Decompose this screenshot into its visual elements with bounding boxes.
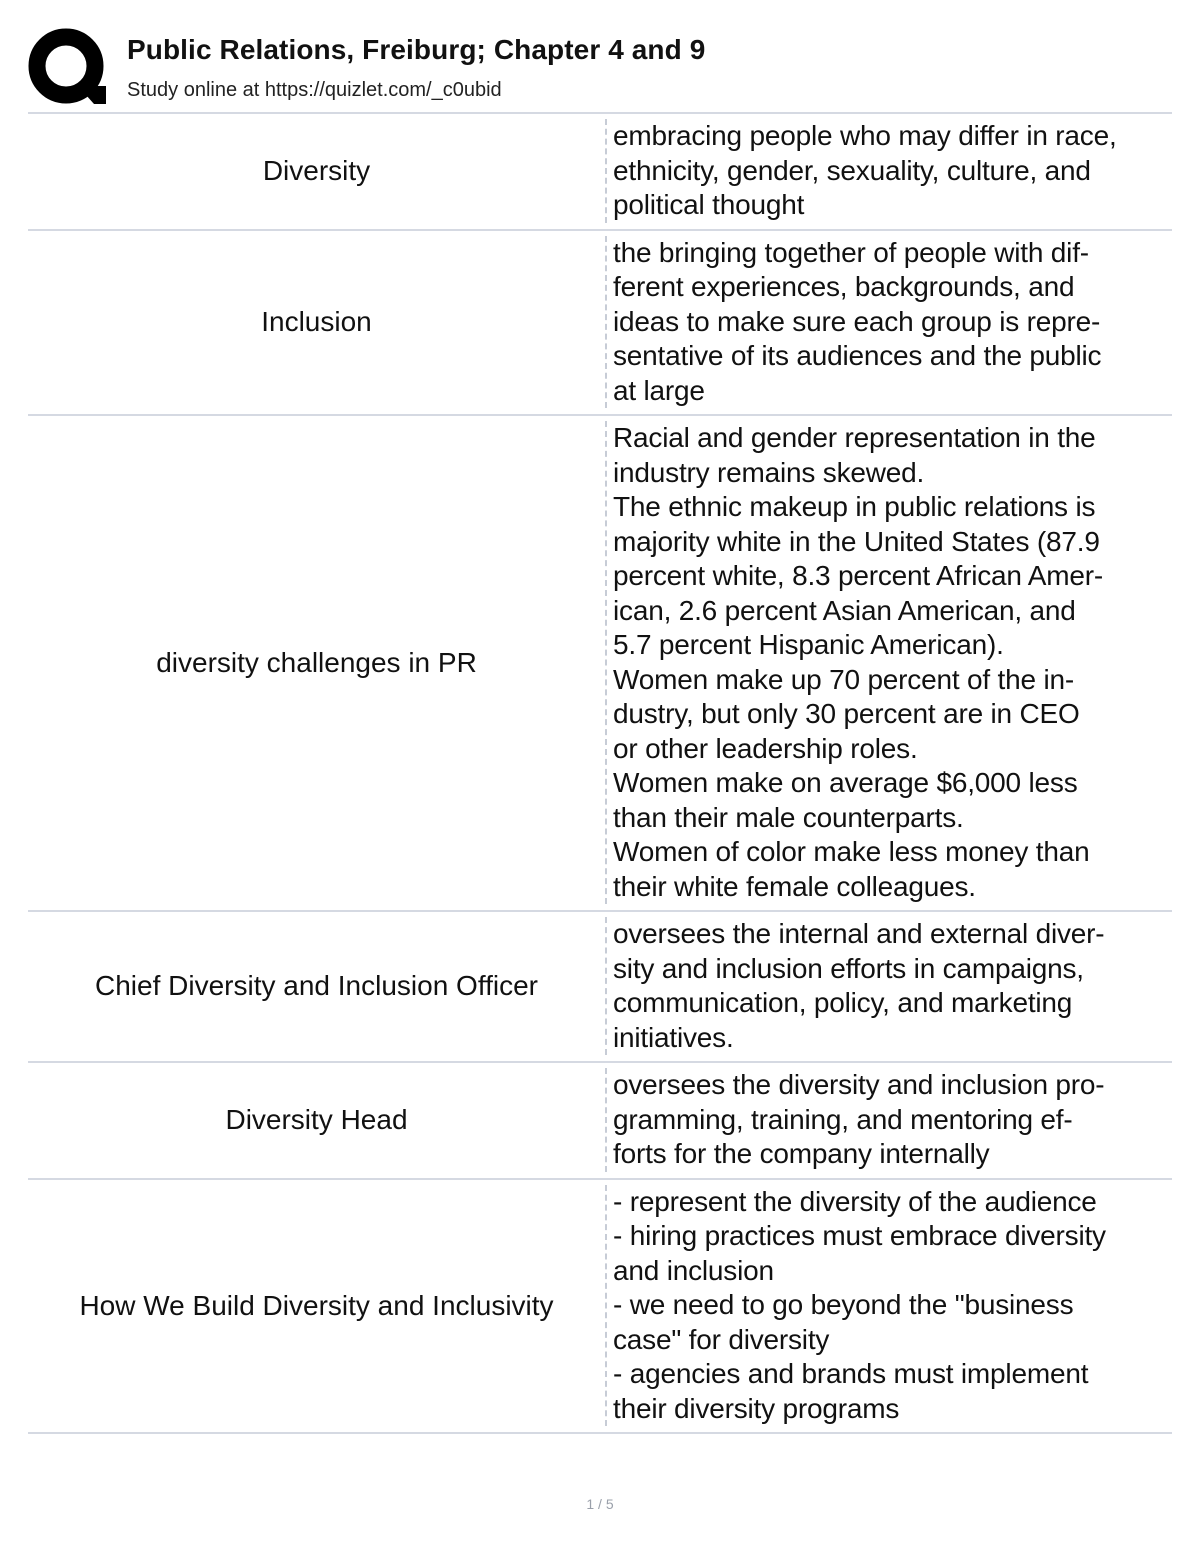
card-definition: - represent the diversity of the audience - hiring practices must embrace diversity and inclusion - we need to go beyond the "business case" for diversity - agencies and brands must implement their diversity programs bbox=[613, 1185, 1106, 1424]
flashcard-row bbox=[28, 114, 1172, 231]
column-divider bbox=[605, 236, 607, 409]
flashcard-row bbox=[28, 1063, 1172, 1180]
card-definition: oversees the internal and external diver- sity and inclusion efforts in campaigns, communication, policy, and marketing initiatives. bbox=[613, 918, 1105, 1053]
card-definition: embracing people who may differ in race, ethnicity, gender, sexuality, culture, and political thought bbox=[613, 120, 1117, 220]
flashcard-row bbox=[28, 912, 1172, 1063]
card-term: Inclusion bbox=[261, 306, 372, 337]
page-indicator: 1 / 5 bbox=[586, 1496, 614, 1512]
column-divider bbox=[605, 917, 607, 1055]
quizlet-q-logo-icon bbox=[28, 28, 108, 108]
flashcard-table bbox=[28, 114, 1172, 1434]
card-term: Diversity bbox=[262, 155, 371, 186]
column-divider bbox=[605, 1185, 607, 1427]
document-title: Public Relations, Freiburg; Chapter 4 and 9 bbox=[127, 34, 706, 65]
card-definition: oversees the diversity and inclusion pro- gramming, training, and mentoring ef- forts for the company internally bbox=[613, 1069, 1105, 1169]
card-term: diversity challenges in PR bbox=[156, 646, 477, 678]
flashcard-row bbox=[28, 416, 1172, 912]
flashcard-row bbox=[28, 231, 1172, 417]
column-divider bbox=[605, 119, 607, 223]
column-divider bbox=[605, 421, 607, 904]
card-term: How We Build Diversity and Inclusivity bbox=[79, 1289, 554, 1321]
document-header bbox=[28, 28, 1172, 112]
flashcard-row bbox=[28, 1180, 1172, 1435]
card-term: Chief Diversity and Inclusion Officer bbox=[95, 970, 538, 1002]
column-divider bbox=[605, 1068, 607, 1172]
study-online-link[interactable]: Study online at https://quizlet.com/_c0ubid bbox=[127, 79, 502, 101]
card-definition: Racial and gender representation in the industry remains skewed. The ethnic makeup in public relations is majority white in the United States (87.9 percent white, 8.3 percent African Amer- ican, 2.6 percent Asian American, and 5.7 percent Hispanic American). Women make up 70 percent of the in- dustry, but only 30 percent are in CEO or other leadership roles. Women make on average $6,000 less than their male counterparts. Women of color make less money than their white female colleagues. bbox=[613, 422, 1104, 902]
card-definition: the bringing together of people with dif- ferent experiences, backgrounds, and ideas to make sure each group is repre- sentative of its audiences and the public at large bbox=[613, 236, 1102, 406]
card-term: Diversity Head bbox=[225, 1104, 408, 1135]
